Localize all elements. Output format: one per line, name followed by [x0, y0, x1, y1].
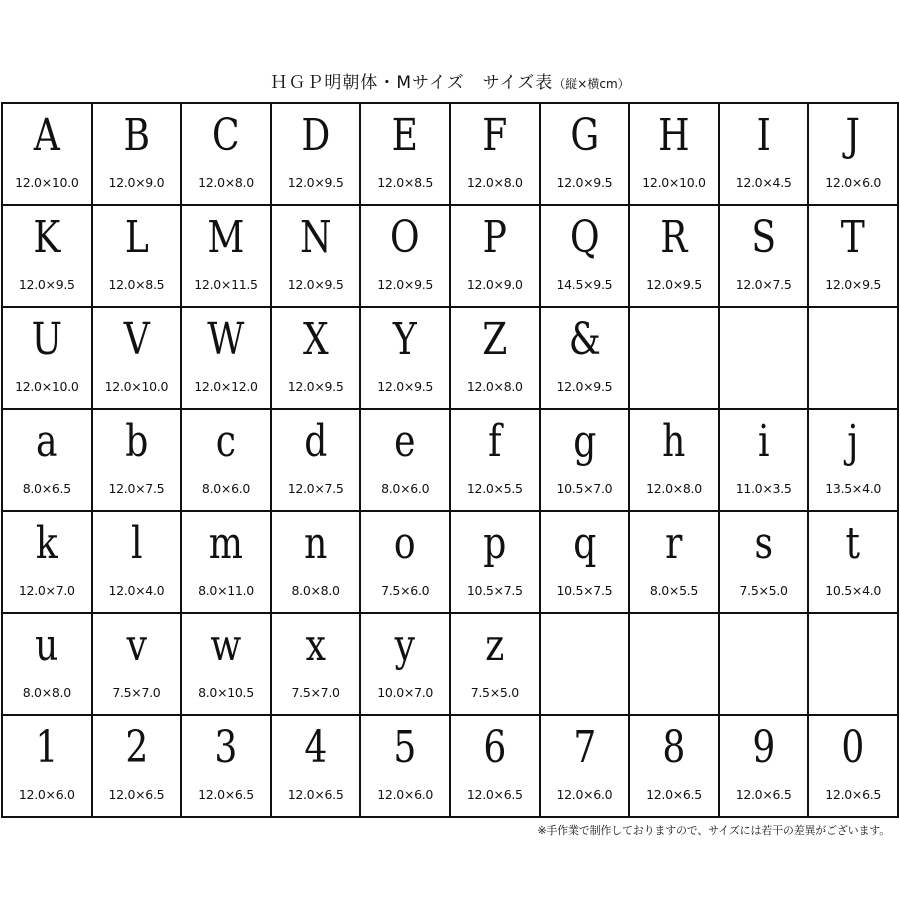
character-glyph: x: [305, 620, 326, 671]
table-cell: [93, 512, 183, 614]
table-cell: [93, 308, 183, 410]
table-cell: [541, 512, 631, 614]
character-glyph: Y: [393, 314, 418, 365]
character-glyph: h: [662, 416, 686, 467]
table-cell: [93, 104, 183, 206]
table-cell: [182, 512, 272, 614]
character-glyph: g: [572, 416, 596, 467]
table-cell: [451, 716, 541, 818]
table-cell: [720, 206, 810, 308]
table-cell: [809, 104, 899, 206]
size-label: 12.0×9.5: [556, 379, 613, 394]
size-label: 12.0×8.0: [198, 175, 254, 190]
size-label: 8.0×8.0: [291, 583, 340, 598]
size-label: 12.0×6.0: [825, 175, 882, 190]
table-cell: [93, 206, 183, 308]
character-glyph: c: [215, 416, 237, 467]
character-glyph: b: [124, 416, 148, 467]
table-cell: [93, 410, 183, 512]
size-label: 10.0×7.0: [377, 685, 434, 700]
character-glyph: L: [124, 212, 149, 263]
size-label: 8.0×6.0: [201, 481, 251, 496]
size-label: 12.0×6.5: [825, 787, 882, 802]
character-glyph: w: [210, 620, 242, 671]
table-cell: [361, 104, 451, 206]
size-label: 12.0×10.0: [104, 379, 169, 394]
character-glyph: k: [35, 518, 58, 569]
character-glyph: M: [207, 212, 245, 263]
table-cell: [272, 614, 362, 716]
character-glyph: X: [302, 314, 329, 365]
character-glyph: u: [35, 620, 59, 671]
size-label: 12.0×6.5: [646, 787, 702, 802]
table-cell: [272, 410, 362, 512]
character-glyph: y: [394, 620, 416, 671]
size-label: 12.0×7.5: [108, 481, 165, 496]
table-cell: [3, 206, 93, 308]
table-cell: [272, 308, 362, 410]
table-cell: [630, 716, 720, 818]
table-cell: [541, 308, 631, 410]
table-cell: [182, 206, 272, 308]
size-label: 12.0×6.5: [466, 787, 523, 802]
character-glyph: E: [392, 110, 419, 161]
table-cell: [541, 206, 631, 308]
table-cell: [182, 308, 272, 410]
size-label: 10.5×7.5: [466, 583, 523, 598]
size-label: 10.5×7.5: [556, 583, 613, 598]
size-label: 12.0×7.5: [735, 277, 792, 292]
table-cell: [630, 512, 720, 614]
table-cell: [182, 410, 272, 512]
table-cell: [451, 410, 541, 512]
table-cell: [182, 716, 272, 818]
size-label: 10.5×4.0: [825, 583, 882, 598]
character-glyph: &: [568, 314, 601, 365]
table-cell: [720, 410, 810, 512]
size-label: 13.5×4.0: [825, 481, 882, 496]
character-glyph: v: [126, 620, 147, 671]
character-glyph: 7: [572, 722, 596, 773]
character-glyph: 2: [124, 722, 148, 773]
character-glyph: J: [845, 110, 861, 161]
size-label: 7.5×6.0: [381, 583, 430, 598]
table-cell: [541, 410, 631, 512]
character-glyph: I: [756, 110, 771, 161]
table-cell: [809, 716, 899, 818]
table-cell: [3, 512, 93, 614]
table-cell: [272, 104, 362, 206]
character-glyph: O: [390, 212, 420, 263]
size-label: 7.5×7.0: [112, 685, 161, 700]
size-label: 12.0×8.5: [377, 175, 434, 190]
character-glyph: 3: [214, 722, 238, 773]
character-glyph: P: [482, 212, 507, 263]
table-cell: [451, 512, 541, 614]
size-label: 12.0×6.0: [377, 787, 434, 802]
table-cell: [182, 614, 272, 716]
table-cell: [720, 512, 810, 614]
character-glyph: 6: [483, 722, 507, 773]
table-cell: [451, 104, 541, 206]
table-cell: [451, 206, 541, 308]
character-glyph: o: [394, 518, 417, 569]
character-glyph: l: [130, 518, 143, 569]
size-label: 12.0×9.5: [18, 277, 75, 292]
table-cell: [451, 614, 541, 716]
size-label: 12.0×9.5: [556, 175, 613, 190]
table-cell: [3, 716, 93, 818]
character-glyph: R: [660, 212, 688, 263]
table-cell: [3, 410, 93, 512]
size-label: 12.0×6.5: [198, 787, 254, 802]
character-glyph: S: [751, 212, 776, 263]
table-cell: [93, 716, 183, 818]
character-glyph: i: [757, 416, 770, 467]
size-label: 8.0×6.0: [381, 481, 430, 496]
size-label: 12.0×9.5: [377, 379, 434, 394]
character-glyph: s: [754, 518, 773, 569]
size-label: 12.0×9.5: [646, 277, 702, 292]
table-cell: [809, 614, 899, 716]
size-label: 12.0×8.0: [646, 481, 702, 496]
character-glyph: z: [485, 620, 505, 671]
size-label: 14.5×9.5: [556, 277, 613, 292]
size-label: 12.0×6.0: [556, 787, 613, 802]
size-label: 12.0×12.0: [194, 379, 258, 394]
table-cell: [720, 716, 810, 818]
size-table: [1, 102, 899, 818]
table-cell: [630, 614, 720, 716]
table-cell: [272, 206, 362, 308]
character-glyph: T: [841, 212, 866, 263]
table-cell: [541, 716, 631, 818]
character-glyph: U: [31, 314, 63, 365]
table-cell: [3, 614, 93, 716]
table-cell: [361, 614, 451, 716]
character-glyph: e: [394, 416, 416, 467]
size-label: 12.0×10.0: [15, 379, 79, 394]
character-glyph: 8: [662, 722, 686, 773]
size-label: 12.0×9.5: [825, 277, 882, 292]
size-label: 8.0×8.0: [22, 685, 71, 700]
character-glyph: 5: [393, 722, 417, 773]
character-glyph: m: [208, 518, 244, 569]
size-label: 12.0×7.5: [287, 481, 344, 496]
table-cell: [630, 104, 720, 206]
title-text: ＨＧＰ明朝体・Mサイズ サイズ表: [270, 73, 554, 93]
table-cell: [361, 206, 451, 308]
character-glyph: Q: [569, 212, 600, 263]
size-label: 12.0×4.5: [735, 175, 792, 190]
table-cell: [451, 308, 541, 410]
size-label: 12.0×11.5: [194, 277, 258, 292]
size-label: 12.0×6.5: [735, 787, 792, 802]
character-glyph: p: [483, 518, 507, 569]
size-label: 11.0×3.5: [735, 481, 792, 496]
table-cell: [272, 512, 362, 614]
table-cell: [809, 512, 899, 614]
character-glyph: j: [847, 416, 859, 467]
character-glyph: W: [207, 314, 245, 365]
character-glyph: n: [303, 518, 328, 569]
size-label: 12.0×8.0: [466, 175, 523, 190]
character-glyph: H: [658, 110, 690, 161]
character-glyph: t: [845, 518, 861, 569]
size-label: 7.5×5.0: [739, 583, 788, 598]
size-label: 12.0×7.0: [18, 583, 75, 598]
size-label: 12.0×9.5: [287, 379, 344, 394]
character-glyph: 9: [752, 722, 776, 773]
table-cell: [361, 716, 451, 818]
character-glyph: B: [123, 110, 150, 161]
table-cell: [720, 104, 810, 206]
table-cell: [182, 104, 272, 206]
character-glyph: A: [33, 110, 60, 161]
size-label: 12.0×6.0: [18, 787, 75, 802]
table-cell: [720, 308, 810, 410]
table-cell: [541, 614, 631, 716]
table-cell: [809, 308, 899, 410]
table-cell: [809, 410, 899, 512]
character-glyph: D: [301, 110, 331, 161]
page-title: [0, 68, 900, 93]
table-cell: [361, 410, 451, 512]
character-glyph: a: [36, 416, 58, 467]
size-label: 12.0×6.5: [108, 787, 165, 802]
table-cell: [541, 104, 631, 206]
character-glyph: V: [123, 314, 150, 365]
character-glyph: 0: [841, 722, 865, 773]
character-glyph: d: [304, 416, 328, 467]
size-label: 12.0×9.0: [466, 277, 523, 292]
character-glyph: q: [572, 518, 596, 569]
size-label: 12.0×10.0: [642, 175, 706, 190]
character-glyph: F: [482, 110, 508, 161]
table-cell: [3, 104, 93, 206]
table-cell: [630, 308, 720, 410]
table-cell: [630, 410, 720, 512]
size-label: 8.0×6.5: [22, 481, 71, 496]
character-glyph: f: [488, 416, 502, 467]
table-cell: [3, 308, 93, 410]
character-glyph: 4: [304, 722, 328, 773]
size-label: 12.0×8.0: [466, 379, 523, 394]
size-label: 12.0×9.5: [287, 277, 344, 292]
size-label: 8.0×11.0: [198, 583, 254, 598]
unit-note: （縦×横cm）: [553, 77, 630, 91]
size-label: 7.5×5.0: [470, 685, 519, 700]
table-cell: [809, 206, 899, 308]
table-cell: [93, 614, 183, 716]
character-glyph: K: [33, 212, 61, 263]
footnote: ※手作業で制作しておりますので、サイズには若干の差異がございます。: [537, 824, 890, 837]
table-cell: [361, 308, 451, 410]
character-glyph: N: [299, 212, 332, 263]
size-label: 12.0×9.5: [377, 277, 434, 292]
character-glyph: Z: [482, 314, 508, 365]
size-label: 7.5×7.0: [291, 685, 340, 700]
table-cell: [630, 206, 720, 308]
table-cell: [272, 716, 362, 818]
size-label: 12.0×9.0: [108, 175, 165, 190]
table-cell: [361, 512, 451, 614]
size-label: 12.0×9.5: [287, 175, 344, 190]
character-glyph: 1: [35, 722, 59, 773]
character-glyph: G: [569, 110, 599, 161]
size-label: 8.0×5.5: [649, 583, 699, 598]
size-label: 12.0×5.5: [466, 481, 523, 496]
table-cell: [720, 614, 810, 716]
character-glyph: r: [665, 518, 683, 569]
size-label: 12.0×6.5: [287, 787, 344, 802]
size-label: 10.5×7.0: [556, 481, 613, 496]
size-label: 12.0×8.5: [108, 277, 165, 292]
size-label: 12.0×10.0: [15, 175, 79, 190]
size-label: 12.0×4.0: [108, 583, 165, 598]
character-glyph: C: [212, 110, 240, 161]
size-label: 8.0×10.5: [198, 685, 254, 700]
